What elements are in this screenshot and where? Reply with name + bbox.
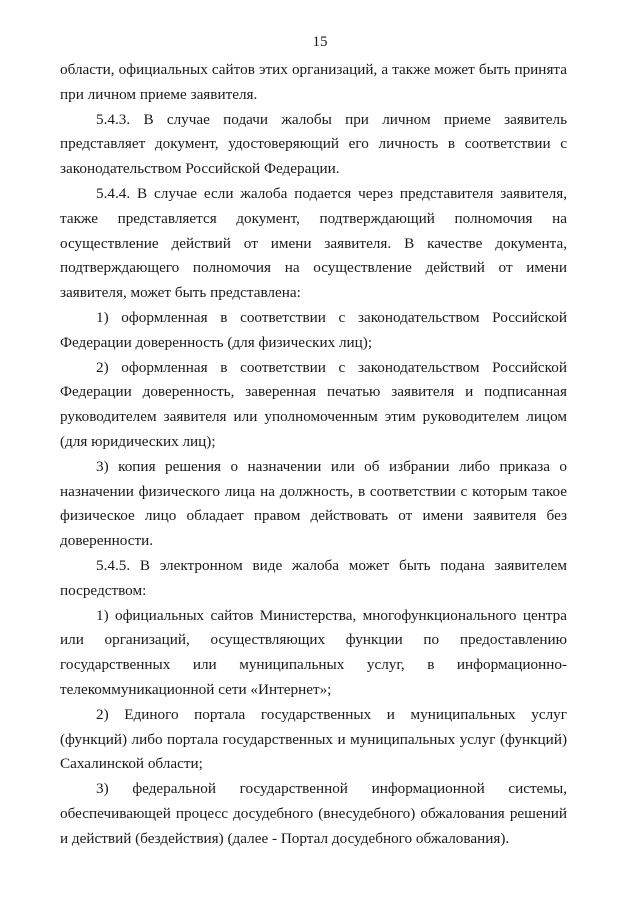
list-item-appointment-decision: 3) копия решения о назначении или об избрании либо приказа о назначении физического лица на должность, в соответствии с которым такое физическое лицо обладает правом действовать от имени заявителя без доверенности.: [60, 457, 567, 550]
list-item-official-sites: 1) официальных сайтов Министерства, многофункционального центра или организаций, осуществляющих функции по предоставлению государственных или муниципальных услуг, в информационно-телекоммуникационной сети «Интернет»;: [60, 606, 567, 698]
list-item-individuals: 1) оформленная в соответствии с законодательством Российской Федерации доверенность (для физических лиц);: [60, 308, 567, 351]
list-item-unified-portal: 2) Единого портала государственных и муниципальных услуг (функций) либо портала государственных и муниципальных услуг (функций) Сахалинской области;: [60, 705, 567, 773]
list-item-federal-system: 3) федеральной государственной информационной системы, обеспечивающей процесс досудебного (внесудебного) обжалования решений и действий (бездействия) (далее - Портал досудебного обжалования).: [60, 780, 567, 847]
paragraph-continuation: области, официальных сайтов этих организаций, а также может быть принята при личном приеме заявителя.: [60, 61, 567, 103]
list-item-legal-entities: 2) оформленная в соответствии с законодательством Российской Федерации доверенность, заверенная печатью заявителя и подписанная руководителем заявителя или уполномоченным этим руководителем лицом (для юридических лиц);: [60, 358, 567, 450]
document-body: [60, 58, 567, 852]
paragraph-5-4-3: 5.4.3. В случае подачи жалобы при личном приеме заявитель представляет документ, удостоверяющий его личность в соответствии с законодательством Российской Федерации.: [60, 110, 567, 178]
paragraph-5-4-5: 5.4.5. В электронном виде жалоба может быть подана заявителем посредством:: [60, 556, 567, 599]
page-number: 15: [312, 34, 328, 50]
paragraph-5-4-4: 5.4.4. В случае если жалоба подается через представителя заявителя, также представляется документ, подтверждающий полномочия на осуществление действий от имени заявителя. В качестве документа, подтверждающего полномочия на осуществление действий от имени заявителя, может быть представлена:: [60, 184, 567, 302]
